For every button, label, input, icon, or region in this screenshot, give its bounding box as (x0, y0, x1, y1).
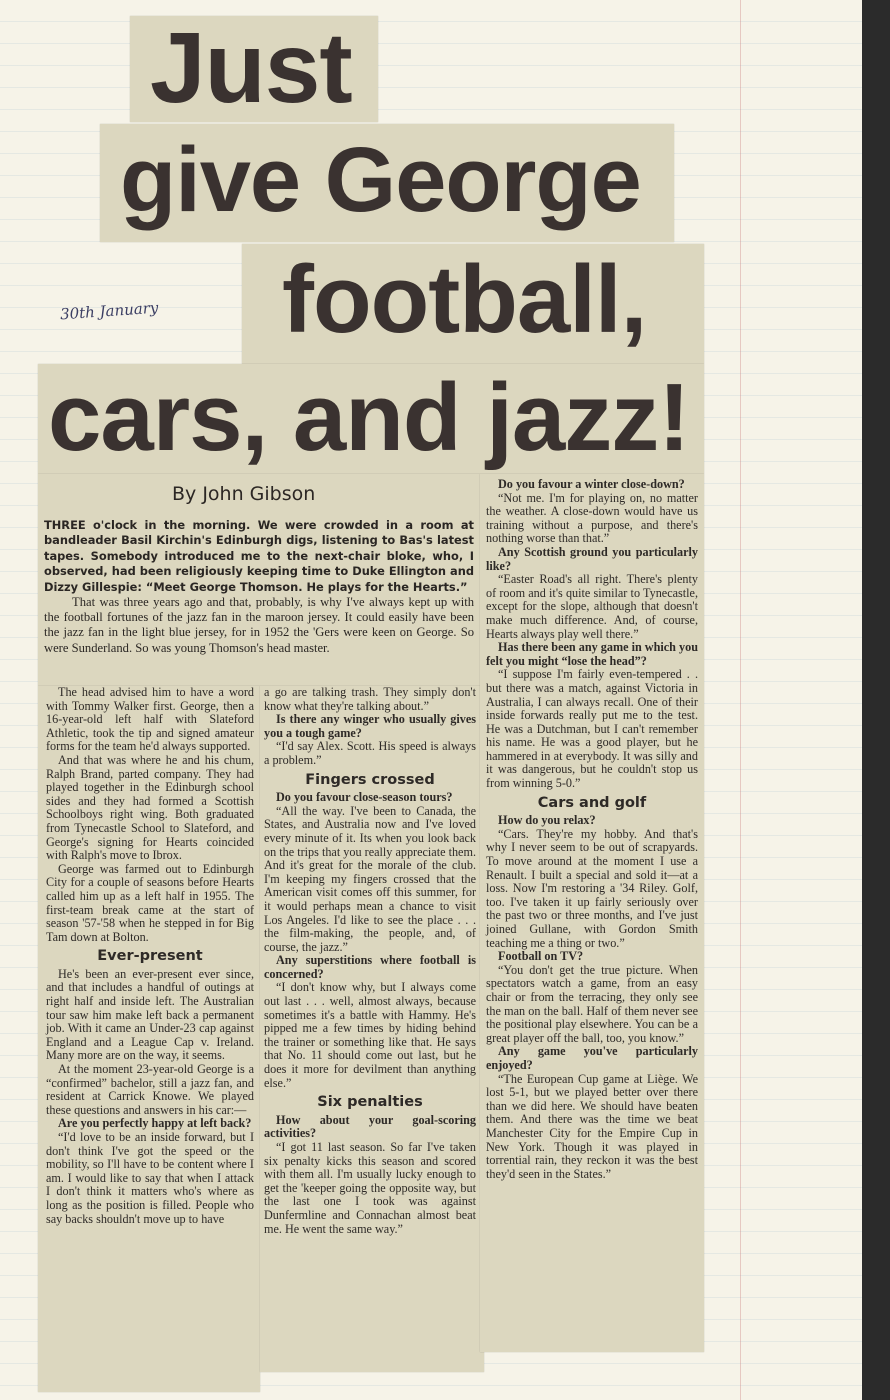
interview-question: Has there been any game in which you felt you might “lose the head”? (486, 640, 698, 668)
paragraph: “All the way. I've been to Canada, the States, and Australia now and I've loved every minute of it. Its when you look back on the trips that you really appreciate them. And it's great for the morale of the club. I'm keeping my fingers crossed that the American visit comes off this summer, for it would perhaps mean a chance to visit Los Angeles. I'd like to see the place . . . the film-making, the people, and, of course, the jazz.” (264, 803, 476, 954)
interview-question: Do you favour close-season tours? (276, 790, 453, 805)
subheading: Six penalties (317, 1094, 423, 1111)
album-binding-edge (862, 0, 890, 1400)
subheading: Fingers crossed (305, 771, 435, 788)
headline-line-4: cars, and jazz! (48, 364, 690, 471)
interview-question: Any superstitions where football is concerned? (264, 953, 476, 981)
handwritten-date-note: 30th January (59, 298, 159, 324)
margin-rule (740, 0, 741, 1400)
paragraph: “I'd say Alex. Scott. His speed is always a problem.” (264, 739, 476, 767)
paragraph: George was farmed out to Edinburgh City for a couple of seasons before Hearts called him up as a left half in 1955. The first-team break came at the start of season '57-'58 when he stepped in for Big Tam down at Bolton. (46, 861, 254, 944)
interview-question: Do you favour a winter close-down? (498, 477, 685, 491)
article-intro (44, 518, 474, 656)
paragraph: “I suppose I'm fairly even-tempered . . but there was a match, against Victoria in Australia, I can always recall. One of their inside forwards really put me to the test. He was a Dutchman, but I can't remember his name. He was a good player, but he hammered in at everybody. It was silly and it was dangerous, but he couldn't stop us from winning 5-0.” (486, 667, 698, 791)
paragraph: “I'd love to be an inside forward, but I don't think I've got the speed or the mobility, so I'll have to be content where I am. I would like to say that when I attack I don't think it matters who's where as long as the position is filled. People who say backs shouldn't move up to have (46, 1130, 254, 1226)
headline-line-2: give George (120, 129, 641, 231)
intro-lead-paragraph: THREE o'clock in the morning. We were crowded in a room at bandleader Basil Kirchin's Edinburgh digs, listening to Bas's latest tapes. Somebody introduced me to the next-chair bloke, who, I observed, had been religiously keeping time to Duke Ellington and Dizzy Gillespie: “Meet George Thomson. He plays for the Hearts.” (44, 518, 474, 594)
article-column-3 (486, 478, 698, 1181)
paragraph: a go are talking trash. They simply don't know what they're talking about.” (264, 685, 476, 713)
interview-question: Football on TV? (498, 949, 584, 964)
headline-line-1: Just (150, 12, 352, 124)
interview-question: Are you perfectly happy at left back? (58, 1116, 252, 1131)
paragraph: “The European Cup game at Liège. We lost 5-1, but we played better over there than we did here. We should have beaten them. And there was the time we beat Manchester City for the Empire Cup in New York. Though it was played in torrential rain, they reckon it was the best they'd seen in the States.” (486, 1071, 698, 1181)
paragraph: “Not me. I'm for playing on, no matter the weather. A close-down would have us training without a purpose, and there's nothing worse than that.” (486, 490, 698, 546)
interview-question: Any Scottish ground you particularly like? (486, 544, 698, 573)
paragraph: “I don't know why, but I always come out last . . . well, almost always, because sometimes it's a battle with Hammy. He's pipped me a few times by hiding behind the trainer or something like that. He says that No. 11 should come out last, but he does it more for devilment than anything else.” (264, 980, 476, 1090)
paragraph: “You don't get the true picture. When spectators watch a game, from an easy chair or from the terracing, they only see the man on the ball. Half of them never see the positional play elsewhere. You can be a great player off the ball, too, you know.” (486, 962, 698, 1045)
interview-question: Is there any winger who usually gives you a tough game? (264, 712, 476, 740)
paragraph: “I got 11 last season. So far I've taken six penalty kicks this season and scored with them all. I'm usually lucky enough to get the 'keeper going the opposite way, but the last one I took was against Dunfermline and Connachan almost beat me. He went the same way.” (264, 1140, 476, 1236)
article-column-2 (264, 686, 476, 1236)
paragraph: “Cars. They're my hobby. And that's why I never seem to be out of scrapyards. To move around at the moment I use a Renault. I built a special and sold it—at a loss. Now I'm restoring a '34 Riley. Golf, too. I've taken it up fairly seriously over the past two or three months, and I've just joined Gullane, with Gordon Smith teaching me a thing or two.” (486, 826, 698, 950)
article-column-1 (46, 686, 254, 1226)
paragraph: He's been an ever-present ever since, and that includes a handful of outings at right half and inside left. The Australian tour saw him make left back a permanent job. With it came an Under-23 cap against England and a League Cap v. Ireland. Many more are on the way, it seems. (46, 966, 254, 1063)
interview-question: How about your goal-scoring activities? (264, 1112, 476, 1141)
intro-paragraph: That was three years ago and that, probably, is why I've always kept up with the football fortunes of the jazz fan in the maroon jersey. It could easily have been the jazz fan in the light blue jersey, for in 1952 the 'Gers were keen on George. So were Sunderland. So was young Thomson's head master. (44, 595, 474, 655)
subheading: Cars and golf (537, 794, 647, 811)
interview-question: How do you relax? (498, 813, 596, 828)
interview-question: Any game you've particularly enjoyed? (486, 1044, 698, 1072)
paragraph: The head advised him to have a word with Tommy Walker first. George, then a 16-year-old left half with Slateford Athletic, took the tip and signed amateur forms for the team he'd always supported. (46, 685, 254, 754)
headline-line-3: football, (282, 246, 647, 353)
paragraph: At the moment 23-year-old George is a “confirmed” bachelor, still a jazz fan, and resident at Carrick Knowe. We played these questions and answers in his car:— (46, 1062, 254, 1117)
paragraph: “Easter Road's all right. There's plenty of room and it's quite similar to Tynecastle, except for the slope, although that doesn't make much difference. And, of course, Hearts always play well there.” (486, 572, 698, 641)
byline: By John Gibson (172, 483, 316, 505)
paragraph: And that was where he and his chum, Ralph Brand, parted company. They had played together in the Edinburgh school sides and they had formed a Scottish Schoolboys right wing. Both graduated from Tynecastle School to Slateford, and George's signing for Hearts coincided with Ralph's move to Ibrox. (46, 752, 254, 863)
subheading: Ever-present (97, 948, 203, 965)
